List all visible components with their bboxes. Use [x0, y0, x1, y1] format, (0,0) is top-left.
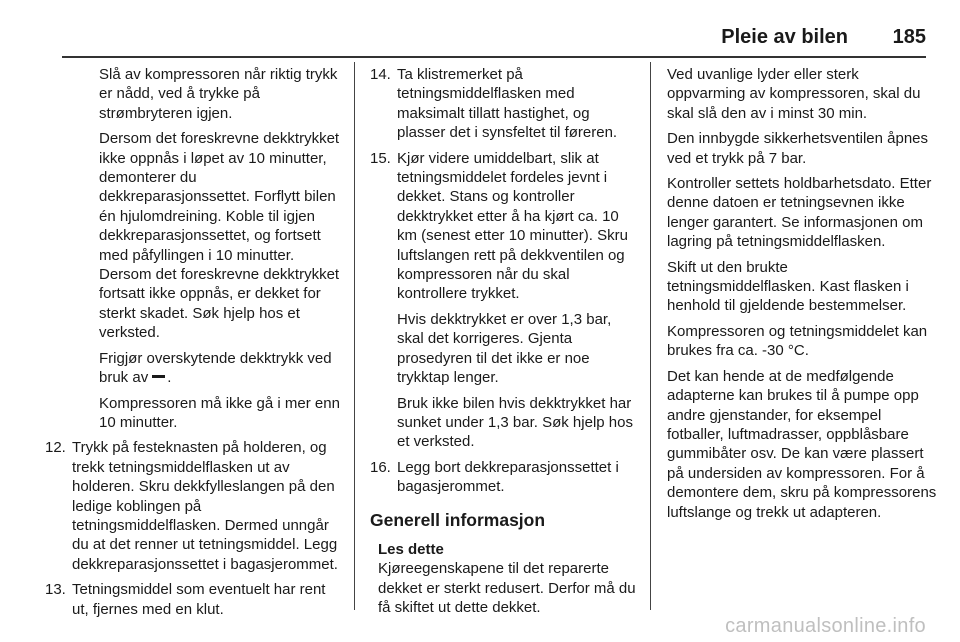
- list-number: 16.: [370, 458, 391, 476]
- column-divider-2: [650, 62, 651, 610]
- list-item: [45, 438, 344, 574]
- page-title: Pleie av bilen: [721, 26, 848, 48]
- note-text: Kjøreegenskapene til det reparerte dekket er sterkt redusert. Derfor må du få skiftet ut dette dekket.: [378, 560, 636, 617]
- list-text: Kjør videre umiddelbart, slik at tetningsmiddelet fordeles jevnt i dekket. Stans og kontroller dekktrykket etter å ha kjørt ca. 10 km (senest etter 10 minutter). Skru luftslangen rett på dekkventilen og kompressoren når du skal kontrollere trykket.: [397, 149, 628, 303]
- list-item: [45, 580, 344, 619]
- note-heading: Les dette: [378, 540, 444, 558]
- list-text: Bruk ikke bilen hvis dekktrykket har sunket under 1,3 bar. Søk hjelp hos et verksted.: [397, 394, 633, 451]
- column-3: [667, 65, 939, 528]
- list-item: [370, 458, 642, 497]
- list-number: 13.: [45, 581, 66, 599]
- list-text: Legg bort dekkreparasjonssettet i bagasjerommet.: [397, 458, 619, 496]
- paragraph: Kontroller settets holdbarhetsdato. Etter denne datoen er tetningsevnen ikke lenger garantert. Se informasjonen om lagring på tetningsmiddelflasken.: [667, 175, 932, 251]
- column-2: [370, 65, 642, 624]
- list-number: 12.: [45, 439, 66, 457]
- list-item: [370, 149, 642, 452]
- paragraph: Ved uvanlige lyder eller sterk oppvarming av kompressoren, skal du skal slå den av i minst 30 min.: [667, 66, 921, 122]
- list-number: 14.: [370, 66, 391, 83]
- list-text: Ta klistremerket på tetningsmiddelflasken med maksimalt tillatt hastighet, og plasser det i synsfeltet til føreren.: [397, 66, 618, 142]
- column-1: [45, 65, 344, 625]
- paragraph: Den innbygde sikkerhetsventilen åpnes ved et trykk på 7 bar.: [667, 130, 928, 167]
- watermark: carmanualsonline.info: [725, 615, 926, 637]
- step-continuation: [72, 129, 344, 432]
- section-heading: Generell informasjon: [370, 509, 546, 530]
- paragraph: Slå av kompressoren når riktig trykk er nådd, ved å trykke på strømbryteren igjen.: [99, 66, 338, 122]
- paragraph: Det kan hende at de medfølgende adapterne kan brukes til å pumpe opp andre gjenstander, for eksempel fotballer, luftmadrasser, oppblåsbare gummibåter osv. De kan være plassert på undersiden av kompressoren. For å demontere dem, skru på kompressorens luftslange og trekk ut adapteren.: [667, 367, 937, 521]
- paragraph: Skift ut den brukte tetningsmiddelflasken. Kast flasken i henhold til gjeldende bestemmelser.: [667, 258, 909, 315]
- column-divider-1: [354, 62, 355, 610]
- header-divider: [62, 56, 926, 58]
- step-continuation: [72, 65, 344, 123]
- page-number: 185: [892, 26, 926, 48]
- paragraph: Kompressoren og tetningsmiddelet kan brukes fra ca. -30 °C.: [667, 322, 928, 360]
- list-text: Hvis dekktrykket er over 1,3 bar, skal det korrigeres. Gjenta prosedyren til det ikke er noe trykktap lenger.: [397, 310, 612, 387]
- paragraph: Frigjør overskytende dekktrykk ved bruk av .: [99, 349, 332, 387]
- list-item: [370, 65, 642, 143]
- list-text: Trykk på festeknasten på holderen, og trekk tetningsmiddelflasken ut av holderen. Skru dekkfylleslangen på den ledige koblingen på tetningsmiddelflasken. Dermed unngår du at det renner ut tetningsmiddel. Legg dekkreparasjonssettet i bagasjerommet.: [72, 439, 338, 573]
- minus-icon: [152, 375, 165, 378]
- list-number: 15.: [370, 149, 391, 167]
- paragraph: Dersom det foreskrevne dekktrykket ikke oppnås i løpet av 10 minutter, demonterer du dekkreparasjonssettet. Forflytt bilen én hjulomdreining. Koble til igjen dekkreparasjonssettet, og fortsett med påfyllingen i 10 minutter. Dersom det foreskrevne dekktrykket fortsatt ikke oppnås, er dekket for sterkt skadet. Søk hjelp hos et verksted.: [99, 130, 340, 342]
- page-header: [0, 0, 960, 58]
- list-text: Tetningsmiddel som eventuelt har rent ut, fjernes med en klut.: [72, 581, 326, 618]
- paragraph: Kompressoren må ikke gå i mer enn 10 minutter.: [99, 394, 340, 431]
